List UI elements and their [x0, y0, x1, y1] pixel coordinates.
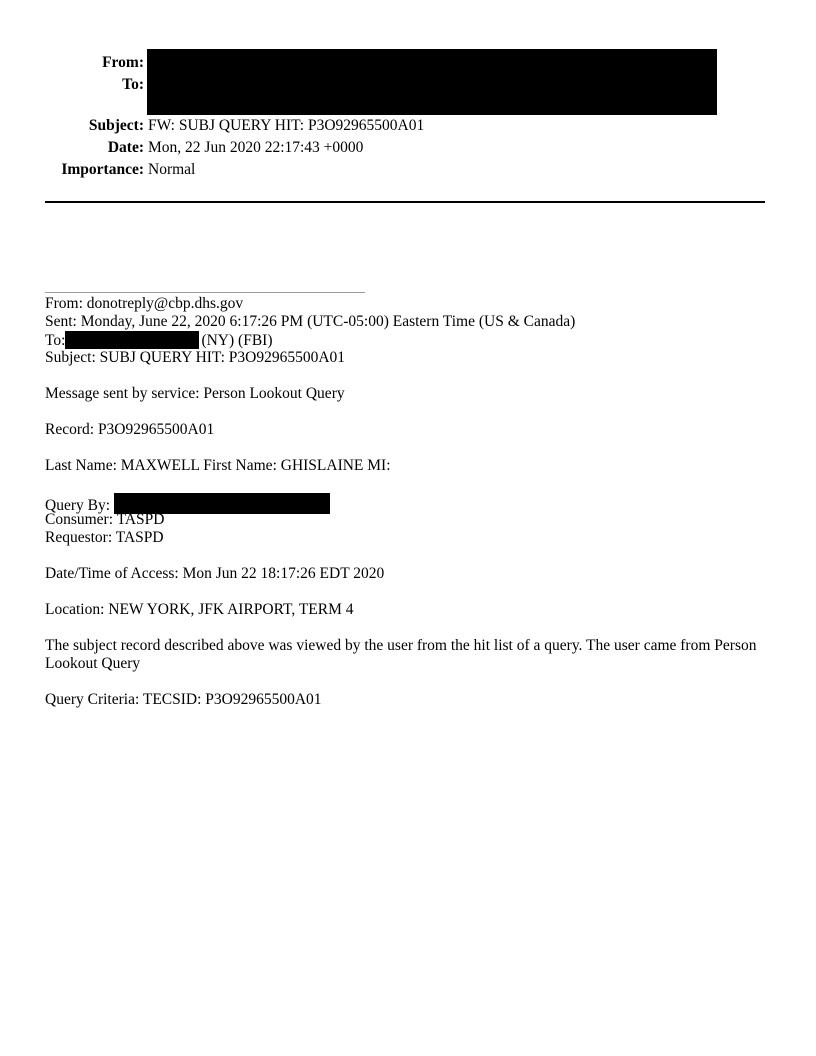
to-label: To: [122, 76, 144, 93]
fwd-sent-line: Sent: Monday, June 22, 2020 6:17:26 PM (UTC-05:00) Eastern Time (US & Canada) [45, 313, 576, 330]
name-line: Last Name: MAXWELL First Name: GHISLAINE MI: [45, 457, 391, 474]
forward-divider [45, 292, 365, 293]
from-label: From: [102, 54, 144, 71]
service-line: Message sent by service: Person Lookout Query [45, 385, 345, 402]
location-line: Location: NEW YORK, JFK AIRPORT, TERM 4 [45, 601, 354, 618]
redaction-to-recipient [65, 331, 199, 349]
criteria-line: Query Criteria: TECSID: P3O92965500A01 [45, 691, 322, 708]
subject-label: Subject: [88, 117, 144, 134]
access-line: Date/Time of Access: Mon Jun 22 18:17:26 EDT 2020 [45, 565, 385, 582]
fwd-subject-line: Subject: SUBJ QUERY HIT: P3O92965500A01 [45, 349, 346, 366]
date-label: Date: [107, 139, 144, 156]
redaction-from-to [147, 49, 717, 115]
requestor-line: Requestor: TASPD [45, 529, 164, 546]
record-line: Record: P3O92965500A01 [45, 421, 215, 438]
fwd-to-suffix: (NY) (FBI) [201, 332, 273, 349]
fwd-to-line [45, 331, 272, 350]
importance-label: Importance: [61, 161, 144, 178]
date-value: Mon, 22 Jun 2020 22:17:43 +0000 [148, 139, 364, 156]
fwd-to-label: To: [45, 332, 66, 349]
description-paragraph: The subject record described above was viewed by the user from the hit list of a query. The user came from Person Lookout Query [45, 637, 757, 672]
query-by-label: Query By: [45, 497, 111, 514]
fwd-from-line: From: donotreply@cbp.dhs.gov [45, 295, 244, 312]
consumer-line: Consumer: TASPD [45, 511, 165, 528]
subject-value: FW: SUBJ QUERY HIT: P3O92965500A01 [148, 117, 425, 134]
importance-value: Normal [148, 161, 196, 178]
header-divider [45, 201, 765, 203]
